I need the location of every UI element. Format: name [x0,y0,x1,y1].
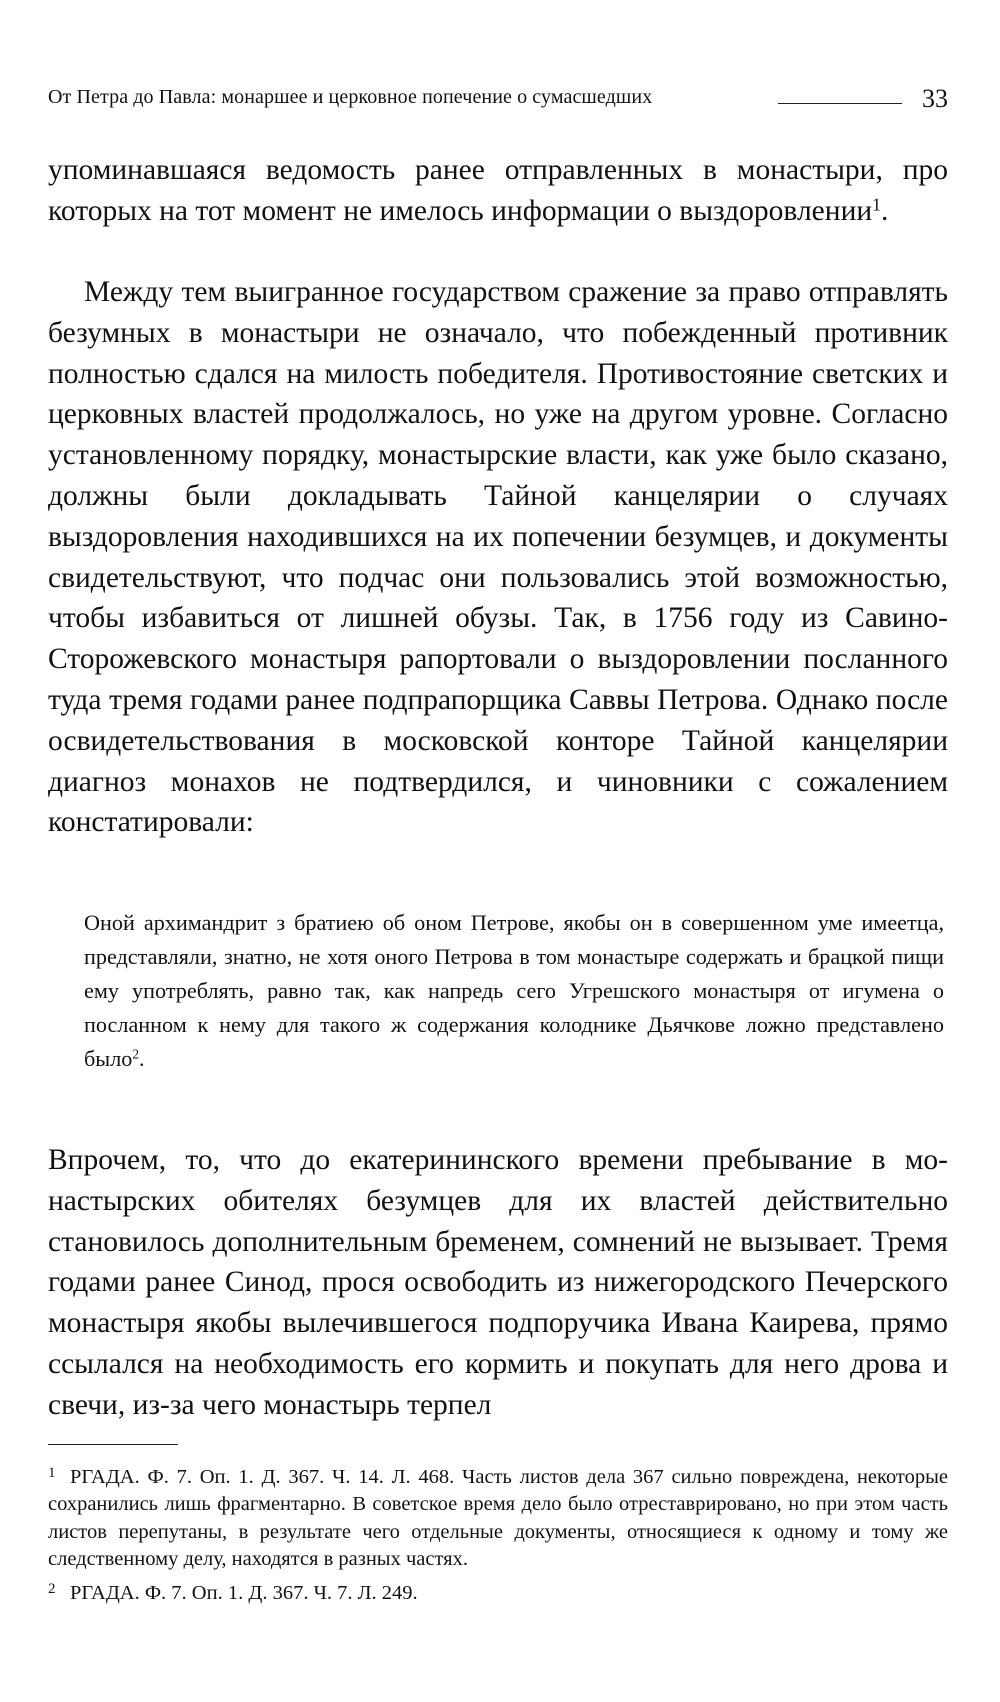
paragraph-text: упоминавшаяся ведомость ранее отправленных в монастыри, про которых на тот момент не имелось информации о выздоровлении [48,154,948,227]
block-quote: Оной архимандрит з братиею об оном Петрове, якобы он в совершенном уме имеетца, представляли, знатно, не хотя оного Петрова в том монастыре содержать и брацкой пищи ему употреблять, равно так, как напредь сего Угрешского монастыря от игумена о посланном к нему для такого ж содержания колоднике Дьячкове ложно представлено было$^2$. [84,910,944,1071]
paragraph-continued: упоминавшаяся ведомость ранее отправленных в монастыри, про которых на тот момент не имелось информации о выздоровлении$^1$. [48,154,948,227]
footnote-separator [48,1444,178,1445]
running-header [48,86,948,126]
footnote-2: 2 РГАДА. Ф. 7. Оп. 1. Д. 367. Ч. 7. Л. 249. [48,1580,418,1604]
footnote-ref[interactable]: 1 [872,194,881,215]
footnotes [48,1464,948,1613]
quote-text: Оной архимандрит з братиею об оном Петрове, якобы он в совершенном уме имеетца, представляли, знатно, не хотя оного Петрова в том монастыре содержать и брацкой пищи ему употреблять, равно так, как напредь сего Угрешского монастыря от игумена о посланном к нему для такого ж содержания колоднике Дьячкове ложно представлено было [84,910,944,1071]
footnote-ref[interactable]: 2 [132,1046,140,1062]
footnote-1: 1 РГАДА. Ф. 7. Оп. 1. Д. 367. Ч. 14. Л. 468. Часть листов дела 367 сильно повреждена, некоторые сохранились лишь фрагментарно. В советское время дело было отреставрировано, но при этом часть листов перепутаны, в результате чего отдельные документы, относящиеся к одному и тому же следственному делу, находятся в разных частях. [48,1465,948,1571]
footnote-text: РГАДА. Ф. 7. Оп. 1. Д. 367. Ч. 14. Л. 468. Часть листов дела 367 сильно повреждена, некоторые сохранились лишь фрагментарно. В советское время дело было отреставрировано, но при этом часть листов перепутаны, в результате чего отдельные документы, относящиеся к одному и тому же следственному делу, находятся в разных частях. [48,1466,948,1571]
paragraph-text: Впрочем, то, что до екатерининского времени пребывание в монастырских обителях безумцев для их властей действительно становилось дополнительным бременем, сомнений не вызывает. Тремя годами ранее Синод, прося освободить из нижегородского Печерского монастыря якобы вылечившегося подпоручика Ивана Каирева, прямо ссылался на необходимость его кормить и покупать для него дрова и свечи, из-за чего монастырь терпел [48,1144,948,1421]
header-rule [778,103,902,104]
footnote-text: РГАДА. Ф. 7. Оп. 1. Д. 367. Ч. 7. Л. 249. [70,1581,418,1604]
paragraph-text: Между тем выигранное государством сражение за право отправлять безумных в монастыри не означало, что побежденный противник полностью сдался на милость победителя. Противостояние светских и церковных властей продолжалось, но уже на другом уровне. Согласно установленному порядку, монастырские власти, как уже было сказано, должны были докладывать Тайной канцелярии о случаях выздоровления находившихся на их попечении безумцев, и документы свидетельствуют, что подчас они пользовались этой возможностью, чтобы избавиться от лишней обузы. Так, в 1756 году из Савино-Сторожевского монастыря рапортовали о выздоровлении посланного туда тремя годами ранее подпрапорщика Саввы Петрова. Однако после освидетельствования в московской конторе Тайной канцелярии диагноз монахов не подтвердился, и чиновники с сожалением констатировали: [48,276,948,839]
page-number: 33 [922,84,948,113]
paragraph [48,1140,948,1426]
paragraph [48,272,948,843]
running-title: От Петра до Павла: монаршее и церковное попечение о сумасшедших [48,86,653,108]
